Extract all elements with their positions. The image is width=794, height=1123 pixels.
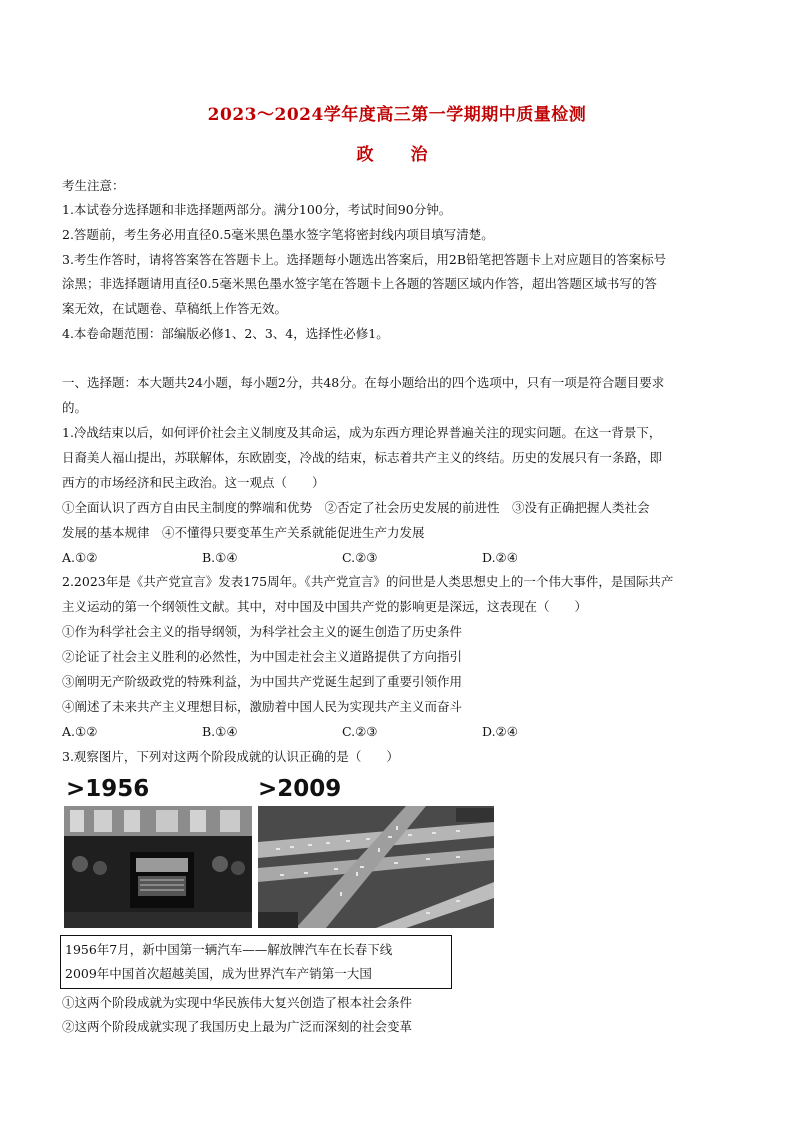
q1-stem: 日裔美人福山提出，苏联解体，东欧剧变，冷战的结束，标志着共产主义的终结。历史的发展只有一条路，即: [62, 450, 663, 465]
q1-stem: 西方的市场经济和民主政治。这一观点（ ）: [62, 475, 325, 490]
exam-title: 2023～2024学年度高三第一学期期中质量检测: [207, 105, 587, 125]
notice-item: 2.答题前，考生务必用直径0.5毫米黑色墨水签字笔将密封线内项目填写清楚。: [62, 227, 494, 242]
q2-option-c[interactable]: C.②③: [342, 724, 378, 739]
photo-2009: [256, 772, 496, 932]
q1-statements: 发展的基本规律 ④不懂得只要变革生产关系就能促进生产力发展: [62, 525, 425, 540]
q2-statement: ④阐述了未来共产主义理想目标，激励着中国人民为实现共产主义而奋斗: [62, 699, 463, 714]
q2-statement: ①作为科学社会主义的指导纲领，为科学社会主义的诞生创造了历史条件: [62, 624, 463, 639]
caption-line: 1956年7月，新中国第一辆汽车——解放牌汽车在长春下线: [65, 942, 393, 957]
q2-stem: 2.2023年是《共产党宣言》发表175周年。《共产党宣言》的问世是人类思想史上的一个伟大事件，是国际共产: [62, 574, 674, 589]
q1-statements: ①全面认识了西方自由民主制度的弊端和优势 ②否定了社会历史发展的前进性 ③没有正确把握人类社会: [62, 500, 650, 515]
q3-statement: ①这两个阶段成就为实现中华民族伟大复兴创造了根本社会条件: [62, 995, 413, 1010]
notice-item: 1.本试卷分选择题和非选择题两部分。满分100分，考试时间90分钟。: [62, 202, 452, 217]
section-heading: 一、选择题：本大题共24小题，每小题2分，共48分。在每小题给出的四个选项中，只有一项是符合题目要求: [62, 375, 665, 390]
q1-option-a[interactable]: A.①②: [62, 550, 98, 565]
q2-statement: ③阐明无产阶级政党的特殊利益，为中国共产党诞生起到了重要引领作用: [62, 674, 463, 689]
caption-line: 2009年中国首次超越美国，成为世界汽车产销第一大国: [65, 966, 372, 981]
photo-1956-label: >1956: [66, 776, 150, 802]
q3-statement: ②这两个阶段成就实现了我国历史上最为广泛而深刻的社会变革: [62, 1019, 413, 1034]
notice-item: 4.本卷命题范围：部编版必修1、2、3、4，选择性必修1。: [62, 326, 389, 341]
notice-item: 涂黑；非选择题请用直径0.5毫米黑色墨水签字笔在答题卡上各题的答题区域内作答，超出答题区域书写的答: [62, 276, 657, 291]
q2-stem: 主义运动的第一个纲领性文献。其中，对中国及中国共产党的影响更是深远，这表现在（ ）: [62, 599, 588, 614]
notice-heading: 考生注意：: [62, 178, 125, 193]
notice-item: 3.考生作答时，请将答案答在答题卡上。选择题每小题选出答案后，用2B铅笔把答题卡上对应题目的答案标号: [62, 252, 667, 267]
photo-1956: [60, 772, 256, 932]
q3-stem: 3.观察图片，下列对这两个阶段成就的认识正确的是（ ）: [62, 749, 399, 764]
q1-option-d[interactable]: D.②④: [482, 550, 518, 565]
q1-stem: 1.冷战结束以后，如何评价社会主义制度及其命运，成为东西方理论界普遍关注的现实问题。在这一背景下，: [62, 425, 662, 440]
q1-option-b[interactable]: B.①④: [202, 550, 238, 565]
q2-option-a[interactable]: A.①②: [62, 724, 98, 739]
q2-option-d[interactable]: D.②④: [482, 724, 518, 739]
photo-2009-label: >2009: [258, 776, 342, 802]
notice-item: 案无效，在试题卷、草稿纸上作答无效。: [62, 301, 288, 316]
section-heading-cont: 的。: [62, 400, 88, 415]
q2-statement: ②论证了社会主义胜利的必然性，为中国走社会主义道路提供了方向指引: [62, 649, 463, 664]
q2-option-b[interactable]: B.①④: [202, 724, 238, 739]
exam-subject: 政 治: [356, 145, 438, 165]
photo-caption-box: [60, 935, 452, 989]
q1-option-c[interactable]: C.②③: [342, 550, 378, 565]
